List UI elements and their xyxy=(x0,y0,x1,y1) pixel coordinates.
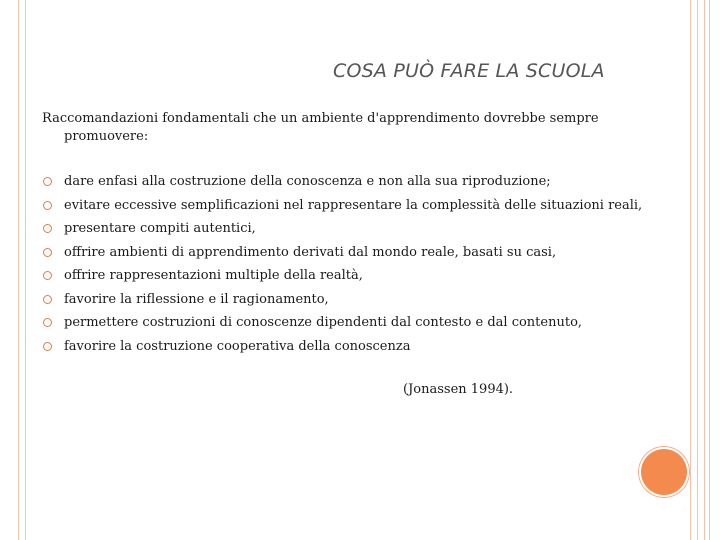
intro-line-1: Raccomandazioni fondamentali che un ambiente d'apprendimento dovrebbe sempre xyxy=(42,111,599,126)
list-item xyxy=(42,291,642,315)
citation: (Jonassen 1994). xyxy=(403,382,514,397)
bullet-circle-icon xyxy=(43,271,52,280)
bullet-circle-icon xyxy=(43,224,52,233)
list-item xyxy=(42,220,642,244)
list-item-text: dare enfasi alla costruzione della conoscenza e non alla sua riproduzione; xyxy=(64,174,551,189)
list-item-text: offrire rappresentazioni multiple della realtà, xyxy=(64,268,363,283)
slide-title: COSA PUÒ FARE LA SCUOLA xyxy=(333,60,605,82)
right-border-decoration xyxy=(690,0,698,540)
list-item-text: evitare eccessive semplificazioni nel rappresentare la complessità delle situazioni reali, xyxy=(64,197,643,213)
list-item xyxy=(42,314,642,338)
list-item-text: favorire la costruzione cooperativa della conoscenza xyxy=(64,338,411,354)
intro-text xyxy=(42,110,642,146)
list-item-text: permettere costruzioni di conoscenze dipendenti dal contesto e dal contenuto, xyxy=(64,315,583,330)
list-item xyxy=(42,338,642,362)
list-item-text: favorire la riflessione e il ragionamento, xyxy=(64,291,329,307)
list-item-text: presentare compiti autentici, xyxy=(64,221,256,236)
bullet-circle-icon xyxy=(43,248,52,257)
bullet-circle-icon xyxy=(43,177,52,186)
bullet-circle-icon xyxy=(43,318,52,327)
right-border-decoration-inner xyxy=(704,0,710,540)
list-item xyxy=(42,173,642,197)
left-border-decoration xyxy=(18,0,26,540)
bullet-circle-icon xyxy=(43,295,52,304)
bullet-circle-icon xyxy=(43,201,52,210)
intro-line-2: promuovere: xyxy=(64,129,149,144)
list-item xyxy=(42,267,642,291)
list-item-text: offrire ambienti di apprendimento derivati dal mondo reale, basati su casi, xyxy=(64,244,557,260)
list-item xyxy=(42,197,642,221)
bullet-circle-icon xyxy=(43,342,52,351)
list-item xyxy=(42,244,642,268)
decorative-circle-icon xyxy=(641,449,687,495)
recommendation-list xyxy=(42,173,642,361)
